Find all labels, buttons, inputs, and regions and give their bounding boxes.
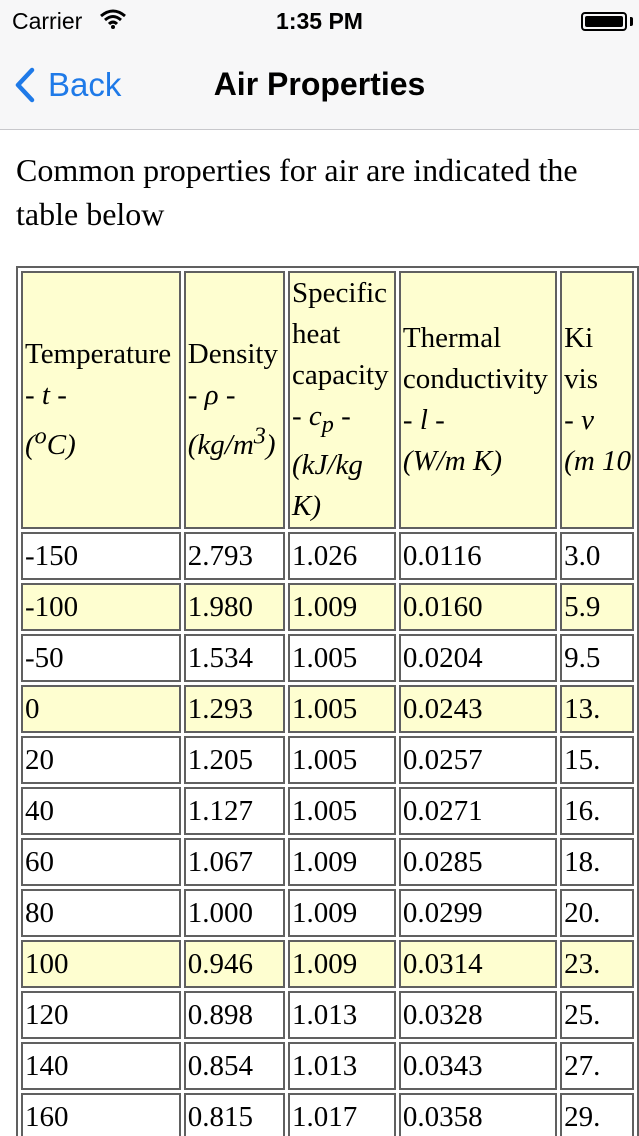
cell-t: 20 <box>21 736 181 784</box>
status-time: 1:35 PM <box>276 8 363 34</box>
cell-nu: 20. <box>560 889 634 937</box>
battery-tip <box>630 17 633 26</box>
cell-t: 60 <box>21 838 181 886</box>
cell-cp: 1.009 <box>288 889 396 937</box>
cell-t: -50 <box>21 634 181 682</box>
back-label: Back <box>48 66 122 103</box>
cell-k: 0.0116 <box>399 532 557 580</box>
cell-cp: 1.009 <box>288 838 396 886</box>
cell-k: 0.0328 <box>399 991 557 1039</box>
cell-rho: 1.293 <box>184 685 285 733</box>
table-row <box>21 889 634 937</box>
intro-text: Common properties for air are indicated the table below <box>16 152 578 232</box>
navigation-header <box>0 0 639 130</box>
cell-nu: 23. <box>560 940 634 988</box>
table-row <box>21 838 634 886</box>
table-row <box>21 787 634 835</box>
cell-k: 0.0257 <box>399 736 557 784</box>
cell-k: 0.0299 <box>399 889 557 937</box>
table-row <box>21 1042 634 1090</box>
header-density: Density - ρ - $(kg/m^3)$ <box>184 271 285 529</box>
table-row <box>21 940 634 988</box>
cell-k: 0.0358 <box>399 1093 557 1136</box>
cell-t: 120 <box>21 991 181 1039</box>
cell-nu: 15. <box>560 736 634 784</box>
cell-nu: 29. <box>560 1093 634 1136</box>
cell-nu: 13. <box>560 685 634 733</box>
cell-k: 0.0243 <box>399 685 557 733</box>
cell-t: -100 <box>21 583 181 631</box>
table-row <box>21 991 634 1039</box>
cell-cp: 1.026 <box>288 532 396 580</box>
cell-k: 0.0343 <box>399 1042 557 1090</box>
cell-t: 0 <box>21 685 181 733</box>
cell-cp: 1.009 <box>288 940 396 988</box>
cell-cp: 1.005 <box>288 634 396 682</box>
cell-rho: 1.534 <box>184 634 285 682</box>
cell-rho: 0.815 <box>184 1093 285 1136</box>
cell-k: 0.0314 <box>399 940 557 988</box>
carrier-label: Carrier <box>12 8 83 34</box>
cell-cp: 1.009 <box>288 583 396 631</box>
cell-rho: 1.205 <box>184 736 285 784</box>
cell-cp: 1.005 <box>288 787 396 835</box>
cell-rho: 1.067 <box>184 838 285 886</box>
header-temperature-unit: ($^o$C) <box>25 422 76 462</box>
header-thermal-conductivity: Thermal conductivity - l - (W/m K) <box>399 271 557 529</box>
cell-rho: 2.793 <box>184 532 285 580</box>
table-row <box>21 736 634 784</box>
cell-t: 160 <box>21 1093 181 1136</box>
header-kinematic-viscosity: Ki vis - v (m 10 <box>560 271 634 529</box>
cell-t: -150 <box>21 532 181 580</box>
cell-nu: 3.0 <box>560 532 634 580</box>
cell-rho: 0.854 <box>184 1042 285 1090</box>
cell-rho: 1.980 <box>184 583 285 631</box>
cell-t: 100 <box>21 940 181 988</box>
cell-nu: 9.5 <box>560 634 634 682</box>
header-density-unit: $(kg/m^3)$ <box>187 422 276 462</box>
cell-rho: 0.946 <box>184 940 285 988</box>
table-row <box>21 634 634 682</box>
table-row <box>21 1093 634 1136</box>
table-header-row <box>21 271 634 529</box>
cell-rho: 1.000 <box>184 889 285 937</box>
page-title: Air Properties <box>213 66 426 102</box>
header-temperature: Temperature - t - ($^o$C) <box>21 271 181 529</box>
cell-cp: 1.005 <box>288 685 396 733</box>
cell-cp: 1.013 <box>288 1042 396 1090</box>
header-specific-heat: Specific heat capacity - $c_p$ - (kJ/kg K) <box>288 271 396 529</box>
header-specific-heat-sym: - $c_p$ - <box>292 400 351 438</box>
cell-nu: 25. <box>560 991 634 1039</box>
table-row <box>21 532 634 580</box>
table-row <box>21 583 634 631</box>
cell-t: 40 <box>21 787 181 835</box>
cell-cp: 1.013 <box>288 991 396 1039</box>
battery-icon <box>581 12 627 31</box>
cell-rho: 0.898 <box>184 991 285 1039</box>
cell-cp: 1.005 <box>288 736 396 784</box>
cell-k: 0.0271 <box>399 787 557 835</box>
cell-nu: 5.9 <box>560 583 634 631</box>
cell-nu: 16. <box>560 787 634 835</box>
web-content[interactable] <box>0 130 639 1136</box>
cell-nu: 27. <box>560 1042 634 1090</box>
air-properties-table <box>16 266 639 1136</box>
cell-k: 0.0160 <box>399 583 557 631</box>
cell-nu: 18. <box>560 838 634 886</box>
cell-rho: 1.127 <box>184 787 285 835</box>
cell-k: 0.0285 <box>399 838 557 886</box>
cell-t: 140 <box>21 1042 181 1090</box>
cell-t: 80 <box>21 889 181 937</box>
properties-table-wrapper <box>16 266 639 1136</box>
table-row <box>21 685 634 733</box>
cell-cp: 1.017 <box>288 1093 396 1136</box>
cell-k: 0.0204 <box>399 634 557 682</box>
status-bar <box>0 0 639 42</box>
